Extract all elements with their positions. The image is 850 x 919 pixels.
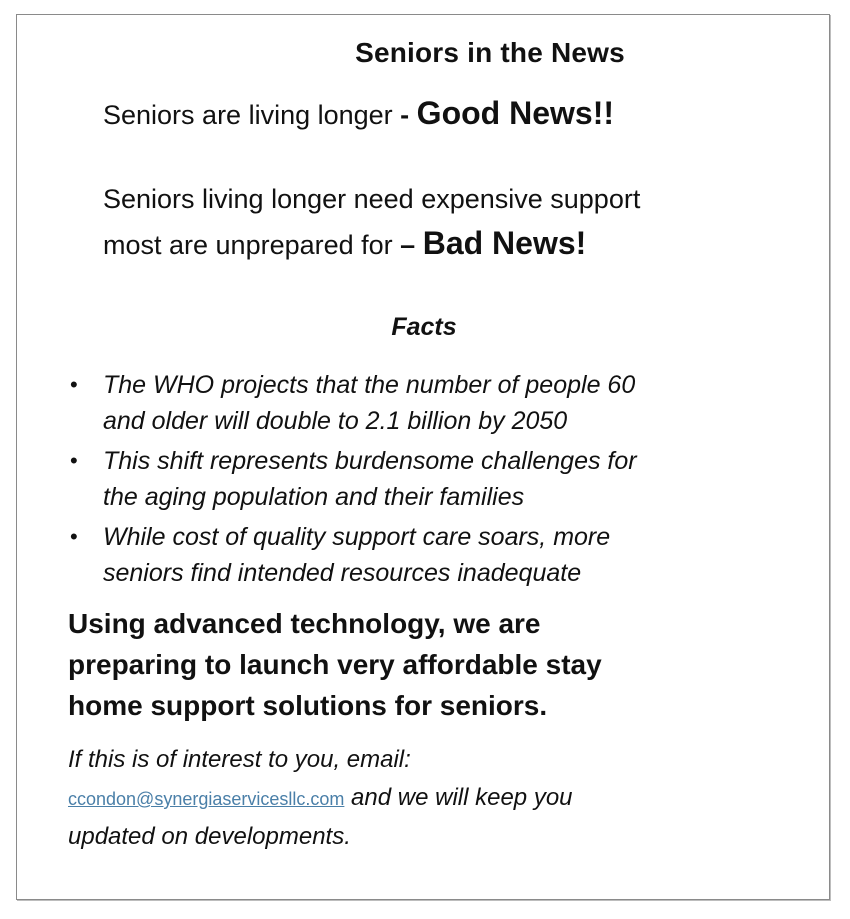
good-news-text: Seniors are living longer [103,100,401,130]
fact-item [67,367,787,439]
contact-intro: If this is of interest to you, email: [68,746,411,773]
good-news-emphasis: Good News!! [416,95,614,131]
bad-news-exclaim: ! [575,225,587,261]
cta-line: preparing to launch very affordable stay [68,649,602,680]
fact-line: and older will double to 2.1 billion by 2050 [103,407,568,435]
fact-line: This shift represents burdensome challenges for [103,447,637,475]
fact-line: The WHO projects that the number of people 60 [103,371,636,399]
page-title: Seniors in the News [355,37,625,68]
fact-line: seniors find intended resources inadequate [103,559,582,587]
cta-line: Using advanced technology, we are [68,608,541,639]
fact-item [67,443,787,515]
contact-after-email: and we will keep you [344,784,573,811]
bad-news-dash: – [400,230,423,260]
bad-news-line-2 [103,221,640,267]
bad-news-line-1: Seniors living longer need expensive support [103,184,641,214]
call-to-action [68,603,748,726]
bullet-icon: • [70,372,78,397]
fact-line: While cost of quality support care soars, more [103,523,611,551]
email-link[interactable]: ccondon@synergiaservicesllc.com [68,789,345,809]
bad-news-block [103,177,640,267]
fact-item [67,519,787,591]
good-news-line [103,95,614,132]
document-page [16,14,830,900]
bad-news-emphasis: Bad News [422,225,576,261]
bullet-icon: • [70,524,78,549]
contact-closing: updated on developments. [68,823,351,850]
cta-line: home support solutions for seniors. [68,690,548,721]
bullet-icon: • [70,448,78,473]
contact-block [68,741,788,856]
facts-heading: Facts [391,313,457,341]
bad-news-text: most are unprepared for [103,230,401,260]
good-news-dash: - [400,100,417,130]
contact-email-line [68,779,788,818]
fact-line: the aging population and their families [103,483,525,511]
facts-list [67,367,787,595]
